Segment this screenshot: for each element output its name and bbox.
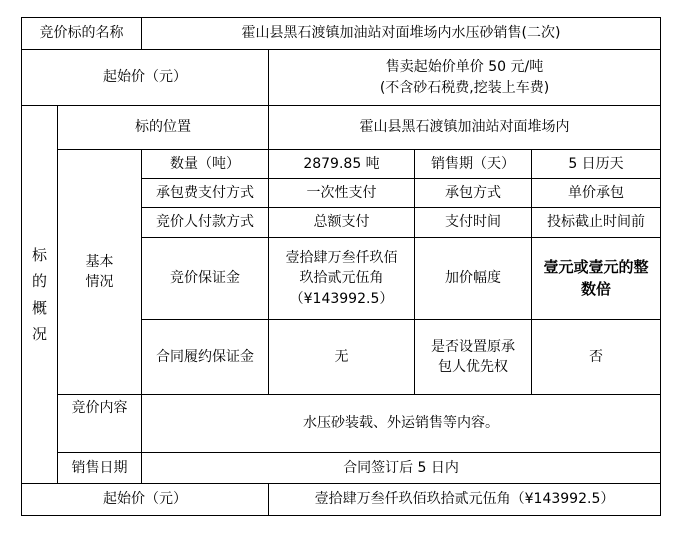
bid-name-value: 霍山县黑石渡镇加油站对面堆场内水压砂销售(二次) <box>142 18 661 50</box>
priority-label-line1: 是否设置原承 <box>431 338 515 355</box>
bidder-payment-value: 总额支付 <box>269 208 415 238</box>
priority-label-line2: 包人优先权 <box>438 359 508 375</box>
sale-period-value: 5 日历天 <box>532 150 661 179</box>
bid-deposit-line3: （¥143992.5） <box>289 290 394 307</box>
basic-info-label-line2: 情况 <box>85 274 114 290</box>
sale-date-label: 销售日期 <box>58 453 142 484</box>
priority-label <box>415 320 532 395</box>
sale-date-value: 合同签订后 5 日内 <box>142 453 661 484</box>
row-sale-date <box>22 453 661 484</box>
performance-bond-label: 合同履约保证金 <box>142 320 269 395</box>
start-price-bottom-label: 起始价（元） <box>22 484 269 516</box>
overview-char-4: 况 <box>31 324 47 343</box>
quantity-label: 数量（吨） <box>142 150 269 179</box>
bid-name-label: 竞价标的名称 <box>22 18 142 50</box>
row-start-price-top <box>22 50 661 106</box>
overview-char-2: 的 <box>31 272 47 291</box>
basic-info-label <box>58 150 142 395</box>
quantity-value: 2879.85 吨 <box>269 150 415 179</box>
contract-method-value: 单价承包 <box>532 179 661 208</box>
payment-time-value: 投标截止时间前 <box>532 208 661 238</box>
start-price-label: 起始价（元） <box>22 50 269 106</box>
bid-info-table <box>21 17 661 516</box>
start-price-unit-line1: 售卖起始价单价 50 元/吨 <box>385 59 544 76</box>
start-price-unit-line2: (不含砂石税费,挖装上车费) <box>379 79 550 96</box>
start-price-unit-value <box>269 50 661 106</box>
overview-char-3: 概 <box>31 298 47 317</box>
increment-value <box>532 238 661 320</box>
row-start-price-bottom <box>22 484 661 516</box>
bid-deposit-line2: 玖拾贰元伍角 <box>299 270 384 287</box>
row-bid-name <box>22 18 661 50</box>
performance-bond-value: 无 <box>269 320 415 395</box>
contract-fee-payment-value: 一次性支付 <box>269 179 415 208</box>
row-quantity <box>22 150 661 179</box>
overview-label <box>22 106 58 484</box>
location-label: 标的位置 <box>58 106 269 150</box>
contract-fee-payment-label: 承包费支付方式 <box>142 179 269 208</box>
bid-content-value: 水压砂装载、外运销售等内容。 <box>142 395 661 453</box>
increment-label: 加价幅度 <box>415 238 532 320</box>
bidder-payment-label: 竞价人付款方式 <box>142 208 269 238</box>
sale-period-label: 销售期（天） <box>415 150 532 179</box>
increment-line2: 数倍 <box>580 279 611 298</box>
payment-time-label: 支付时间 <box>415 208 532 238</box>
row-bid-content <box>22 395 661 453</box>
bid-deposit-value <box>269 238 415 320</box>
basic-info-label-line1: 基本 <box>85 253 114 270</box>
bid-deposit-line1: 壹拾肆万叁仟玖佰 <box>285 250 398 267</box>
location-value: 霍山县黑石渡镇加油站对面堆场内 <box>269 106 661 150</box>
priority-value: 否 <box>532 320 661 395</box>
increment-line1: 壹元或壹元的整 <box>543 257 649 276</box>
bid-content-label: 竞价内容 <box>58 395 142 453</box>
start-price-bottom-value: 壹拾肆万叁仟玖佰玖拾贰元伍角（¥143992.5） <box>269 484 661 516</box>
row-location <box>22 106 661 150</box>
overview-char-1: 标 <box>31 246 47 264</box>
contract-method-label: 承包方式 <box>415 179 532 208</box>
bid-deposit-label: 竞价保证金 <box>142 238 269 320</box>
